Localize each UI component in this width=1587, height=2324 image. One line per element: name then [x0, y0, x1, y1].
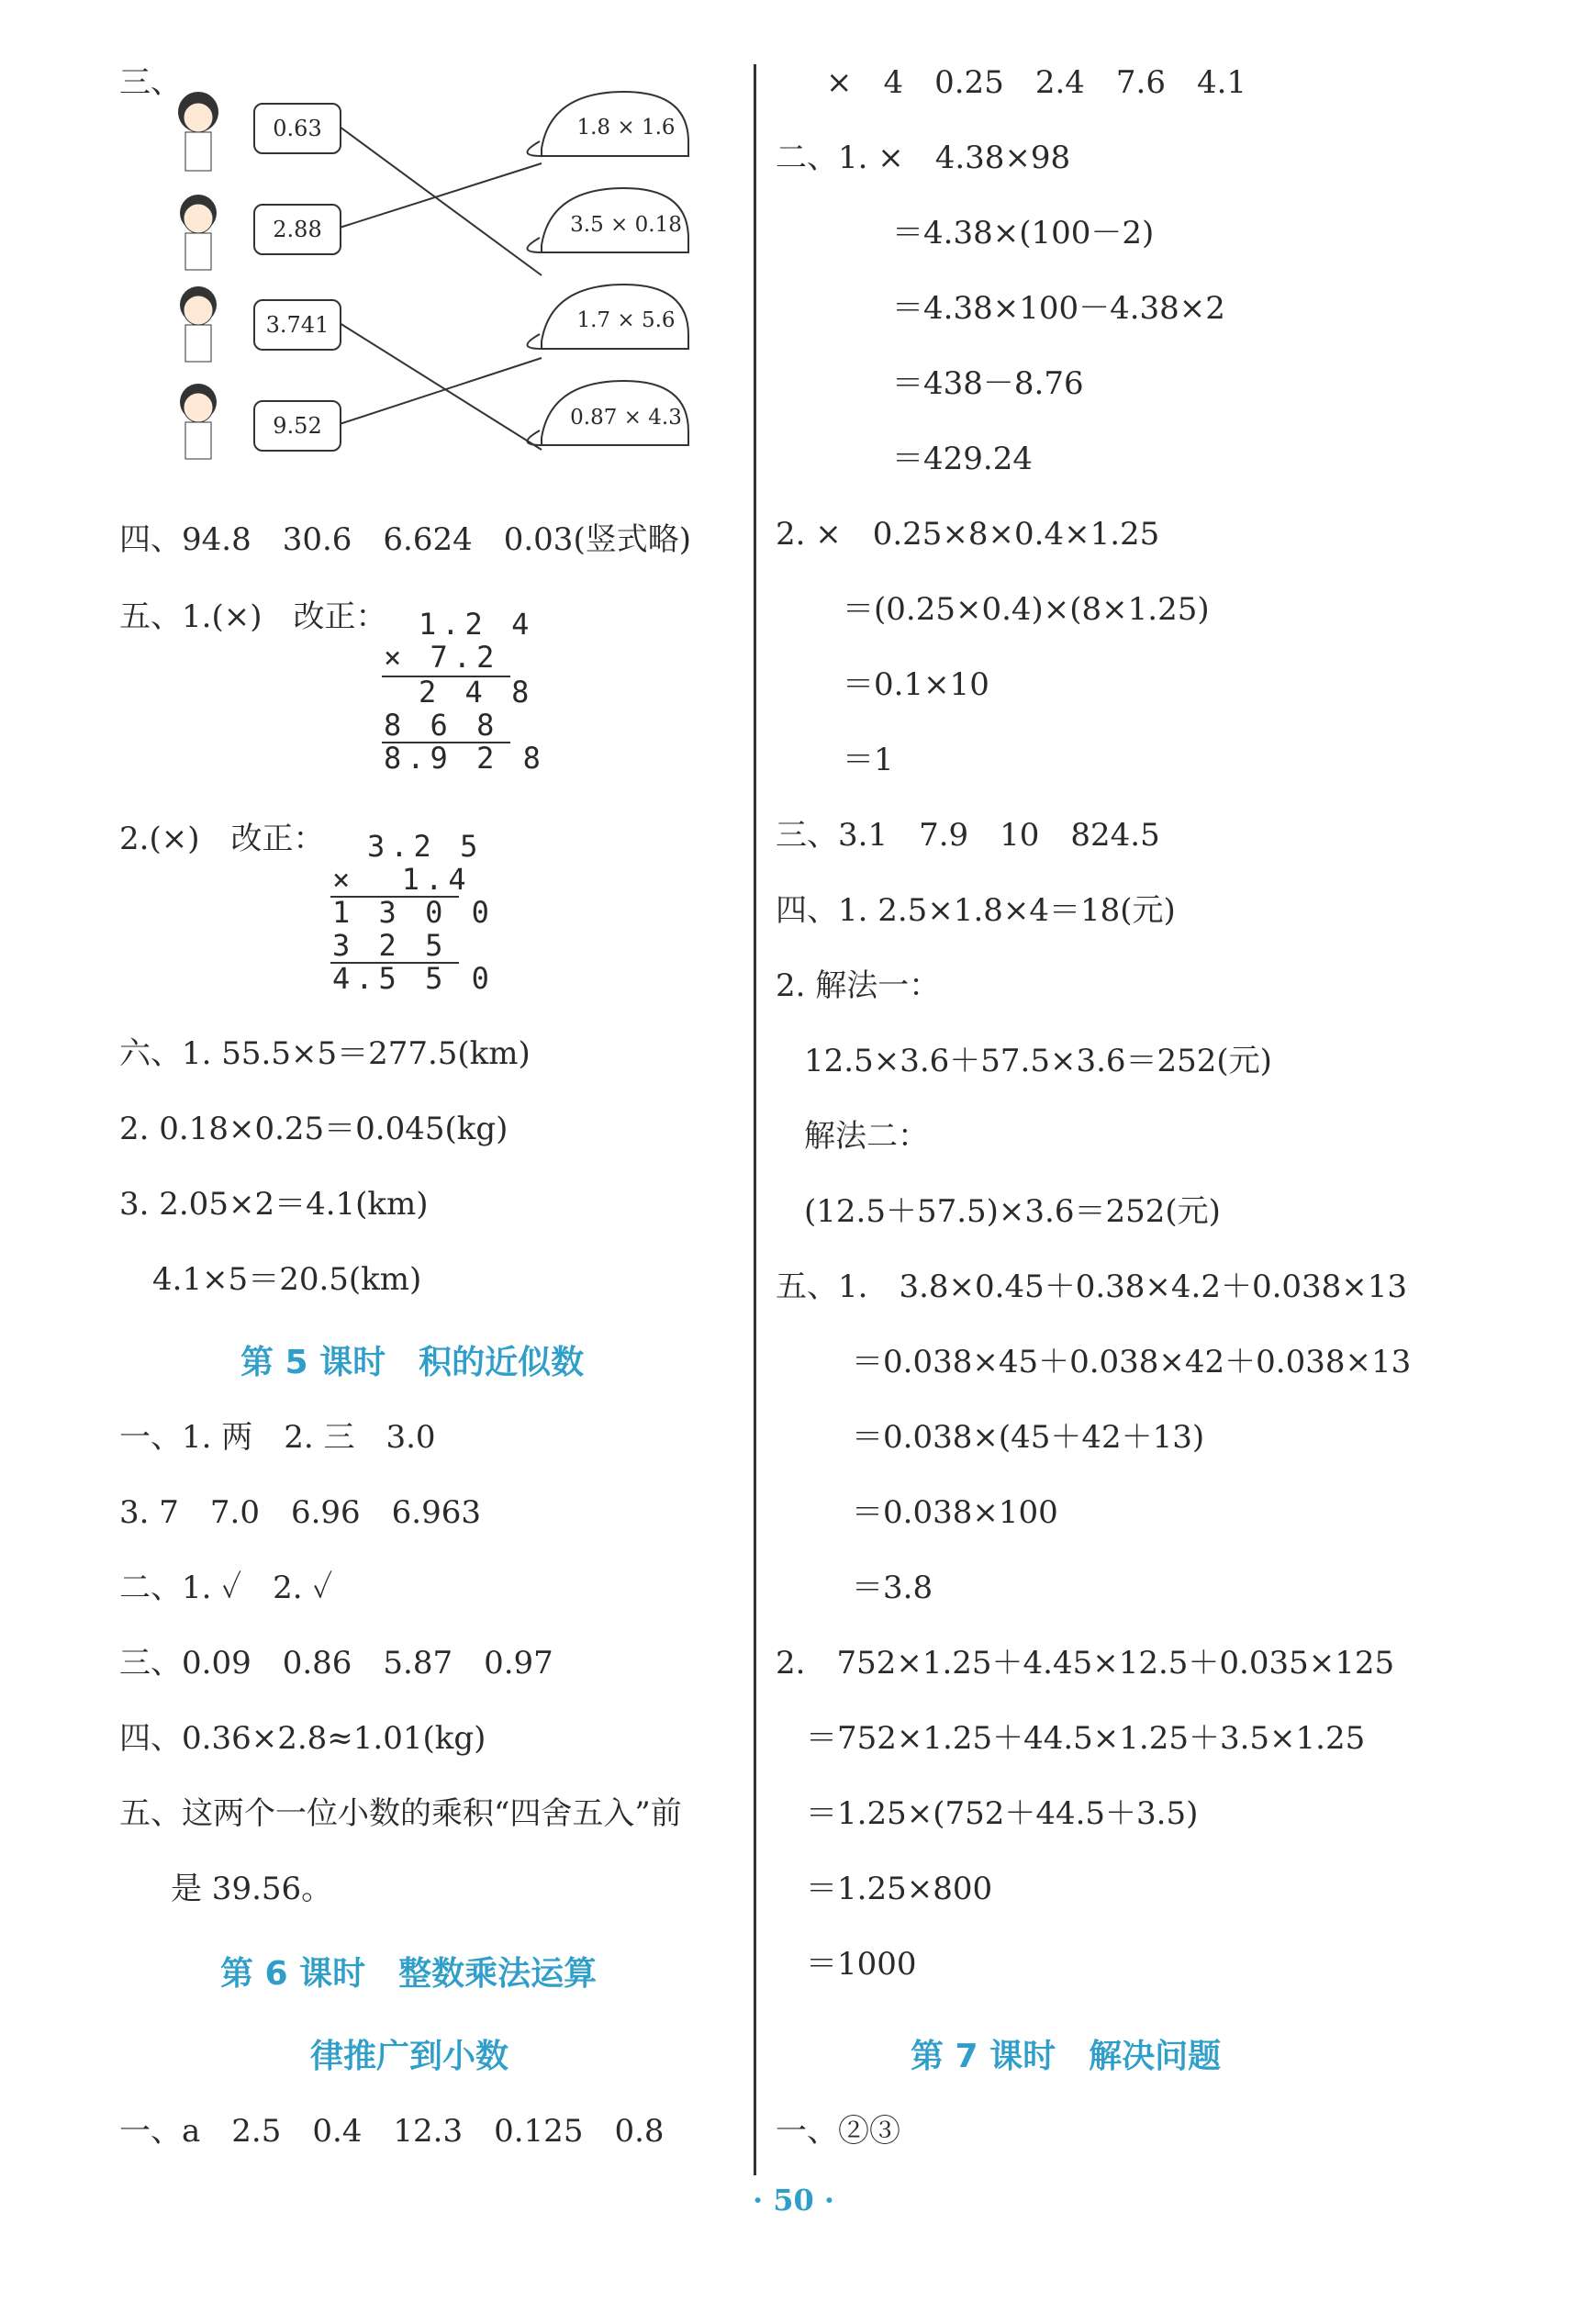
- right-line: ＝4.38×(100－2): [892, 215, 1155, 251]
- right-line: 五、1. 3.8×0.45＋0.38×4.2＋0.038×13: [776, 1268, 1408, 1305]
- girl-1-illustration: [178, 92, 218, 171]
- lesson-6-heading: 第 6 课时 整数乘法运算: [220, 1955, 598, 1993]
- answer-bubble: 2.88: [253, 204, 341, 255]
- lesson6-line: 一、a 2.5 0.4 12.3 0.125 0.8: [119, 2113, 665, 2150]
- right-line: ＝0.038×(45＋42＋13): [852, 1419, 1205, 1456]
- right-line: ＝1.25×800: [806, 1871, 993, 1907]
- lesson5-line: 三、0.09 0.86 5.87 0.97: [119, 1645, 553, 1682]
- vertical-multiplication-line: 1.2 4: [419, 607, 535, 642]
- vertical-multiplication-line: 8 6 8: [384, 708, 500, 743]
- page-number: · 50 ·: [752, 2183, 835, 2218]
- right-line: 2. × 0.25×8×0.4×1.25: [776, 516, 1160, 553]
- right-line: 二、1. × 4.38×98: [776, 140, 1071, 176]
- right-line: ＝1.25×(752＋44.5＋3.5): [806, 1795, 1199, 1832]
- answer-bubble: 0.63: [253, 103, 341, 154]
- vertical-multiplication-line: × 1.4: [332, 862, 472, 897]
- section-liu-3b: 4.1×5＝20.5(km): [152, 1261, 422, 1298]
- right-line: ＝3.8: [852, 1570, 933, 1606]
- girl-3-illustration: [180, 384, 217, 459]
- column-divider: [754, 64, 756, 2175]
- section-liu-2: 2. 0.18×0.25＝0.045(kg): [119, 1111, 509, 1147]
- right-line: (12.5＋57.5)×3.6＝252(元): [804, 1193, 1221, 1230]
- lesson5-line: 是 39.56。: [171, 1871, 333, 1907]
- right-line: ＝1000: [806, 1946, 917, 1983]
- cap-expression: 0.87 × 4.3: [570, 406, 682, 430]
- section-san-label: 三、: [119, 64, 182, 101]
- vertical-multiplication-line: 3 2 5: [332, 928, 449, 963]
- match-line: [340, 358, 542, 424]
- right-line: 12.5×3.6＋57.5×3.6＝252(元): [804, 1043, 1272, 1079]
- answer-bubble: 9.52: [253, 400, 341, 452]
- section-si: 四、94.8 30.6 6.624 0.03(竖式略): [119, 521, 691, 558]
- match-line: [340, 323, 542, 450]
- lesson-6-heading-cont: 律推广到小数: [310, 2038, 509, 2075]
- lesson5-line: 3. 7 7.0 6.96 6.963: [119, 1494, 481, 1531]
- right-line: 一、②③: [776, 2113, 900, 2150]
- section-wu-2-label: 2.(×) 改正：: [119, 821, 325, 857]
- right-line: 2. 解法一：: [776, 967, 941, 1004]
- right-line: 解法二：: [804, 1118, 929, 1155]
- right-line: × 4 0.25 2.4 7.6 4.1: [826, 64, 1247, 101]
- right-line: ＝752×1.25＋44.5×1.25＋3.5×1.25: [806, 1720, 1366, 1757]
- lesson5-line: 四、0.36×2.8≈1.01(kg): [119, 1720, 486, 1757]
- right-line: ＝438－8.76: [892, 365, 1084, 402]
- girl-2-illustration: [180, 286, 217, 362]
- match-line: [340, 163, 542, 228]
- match-line: [340, 127, 542, 275]
- lesson5-line: 一、1. 两 2. 三 3.0: [119, 1419, 436, 1456]
- right-line: ＝(0.25×0.4)×(8×1.25): [843, 591, 1210, 628]
- section-liu-3a: 3. 2.05×2＝4.1(km): [119, 1186, 429, 1223]
- right-line: 2. 752×1.25＋4.45×12.5＋0.035×125: [776, 1645, 1395, 1682]
- right-line: ＝4.38×100－4.38×2: [892, 290, 1225, 327]
- boy-1-illustration: [180, 195, 217, 270]
- right-line: 三、3.1 7.9 10 824.5: [776, 817, 1160, 854]
- lesson-5-heading: 第 5 课时 积的近似数: [240, 1344, 585, 1381]
- vertical-multiplication-line: × 7.2: [384, 640, 500, 675]
- right-line: ＝429.24: [892, 441, 1033, 477]
- vertical-multiplication-line: 1 3 0 0: [332, 895, 495, 930]
- lesson-7-heading: 第 7 课时 解决问题: [911, 2038, 1222, 2075]
- vertical-multiplication-line: 2 4 8: [419, 675, 535, 709]
- answer-bubble: 3.741: [253, 299, 341, 351]
- section-wu-1-label: 五、1.(×) 改正：: [119, 598, 387, 635]
- lesson5-line: 二、1. ✓ 2. ✓: [119, 1570, 333, 1606]
- cap-expression: 3.5 × 0.18: [570, 213, 682, 237]
- right-line: ＝0.1×10: [843, 666, 989, 703]
- right-line: 四、1. 2.5×1.8×4＝18(元): [776, 892, 1176, 929]
- right-line: ＝0.038×100: [852, 1494, 1058, 1531]
- cap-expression: 1.8 × 1.6: [576, 116, 676, 140]
- section-liu-1: 六、1. 55.5×5＝277.5(km): [119, 1035, 531, 1072]
- right-line: ＝0.038×45＋0.038×42＋0.038×13: [852, 1344, 1412, 1380]
- right-line: ＝1: [843, 742, 894, 778]
- vertical-multiplication-line: 8.9 2 8: [384, 741, 546, 776]
- vertical-multiplication-line: 3.2 5: [367, 829, 484, 864]
- cap-expression: 1.7 × 5.6: [576, 308, 676, 332]
- vertical-multiplication-line: 4.5 5 0: [332, 961, 495, 996]
- lesson5-line: 五、这两个一位小数的乘积“四舍五入”前: [119, 1795, 682, 1832]
